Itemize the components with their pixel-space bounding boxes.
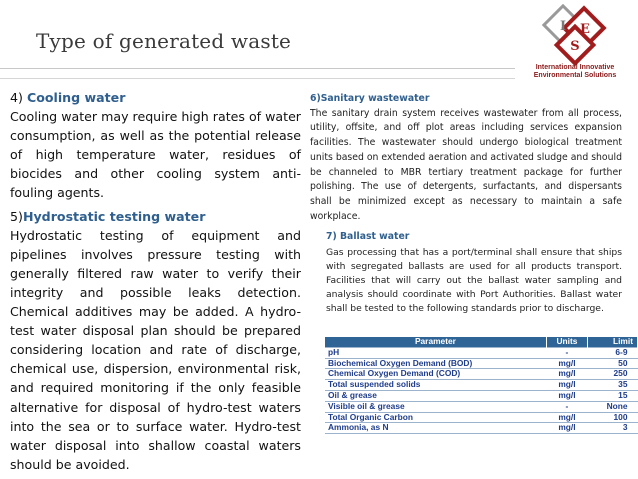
parameter-cell: Ammonia, as N [325, 423, 546, 434]
limit-cell: 15 [588, 390, 638, 401]
limit-cell: 35 [588, 380, 638, 391]
header-parameter: Parameter [325, 337, 546, 347]
table-row [325, 412, 638, 423]
slide-title: Type of generated waste [36, 29, 292, 53]
logo-caption [513, 64, 637, 80]
limit-cell: None [588, 401, 638, 412]
units-cell: mg/l [546, 369, 587, 380]
table-row [325, 401, 638, 412]
sanitary-section [310, 92, 622, 224]
units-cell: mg/l [546, 390, 587, 401]
hydrostatic-water-number: 5) [10, 208, 23, 224]
left-column [10, 88, 301, 474]
cooling-water-heading [10, 88, 301, 107]
sanitary-wastewater-heading: 6)Sanitary wastewater [310, 93, 430, 104]
logo-caption-line2: Environmental Solutions [533, 72, 617, 79]
units-cell: mg/l [546, 380, 587, 391]
units-cell: mg/l [546, 412, 587, 423]
logo-letter-s: S [570, 39, 580, 54]
parameter-cell: Oil & grease [325, 390, 546, 401]
ballast-water-text: Gas processing that has a port/terminal shall ensure that ships with segregated ballasts are used for all products transport. Facilities that will carry out the ballast water sampling and analysis should coordinate with Port Authorities. Ballast water shall be tested to the following standards prior to discharge. [326, 247, 622, 315]
limit-cell: 6-9 [588, 347, 638, 358]
limit-cell: 250 [588, 369, 638, 380]
table-row [325, 347, 638, 358]
limit-cell: 100 [588, 412, 638, 423]
table-row [325, 380, 638, 391]
title-divider [0, 68, 515, 69]
hydrostatic-water-text: Hydrostatic testing of equipment and pipelines involves pressure testing with generally filtered raw water to verify their integrity and possible leaks detection. Chemical additives may be added. A hydro-test water disposal plan should be prepared considering location and rate of discharge, chemical use, dispersion, environmental risk, and required monitoring if the only feasible alternative for disposal of hydro-test waters into the sea or to surface water. Hydro-test water disposal into shallow coastal waters should be avoided. [10, 227, 301, 472]
table-row [325, 390, 638, 401]
table-row [325, 369, 638, 380]
cooling-water-text: Cooling water may require high rates of water consumption, as well as the potential release of high temperature water, residues of biocides and other cooling system anti-fouling agents. [10, 109, 301, 201]
units-cell: - [546, 401, 587, 412]
parameter-cell: Chemical Oxygen Demand (COD) [325, 369, 546, 380]
table-row [325, 358, 638, 369]
units-cell: mg/l [546, 358, 587, 369]
units-cell: mg/l [546, 423, 587, 434]
sanitary-wastewater-text: The sanitary drain system receives wastewater from all process, utility, offsite, and off plot areas including services expansion facilities. The wastewater should undergo biological treatment units based on extended aeration and activated sludge and should be channeled to MBR tertiary treatment package for further polishing. The use of detergents, surfactants, and dispersants shall be minimized except as necessary to maintain a safe workplace. [310, 107, 622, 222]
cooling-water-title: Cooling water [26, 90, 126, 105]
ballast-standards-table [325, 337, 638, 434]
limit-cell: 3 [588, 423, 638, 434]
logo-letter-e: E [580, 22, 590, 37]
parameter-cell: Biochemical Oxygen Demand (BOD) [325, 358, 546, 369]
parameter-cell: Visible oil & grease [325, 401, 546, 412]
table-header-row [325, 337, 638, 347]
parameter-cell: Total suspended solids [325, 380, 546, 391]
hydrostatic-water-title: Hydrostatic testing water [22, 208, 206, 224]
table-row [325, 423, 638, 434]
logo-letter-i: I [559, 19, 567, 34]
parameter-cell: Total Organic Carbon [325, 412, 546, 423]
ballast-water-heading: 7) Ballast water [326, 231, 410, 242]
header-limit: Limit [588, 337, 638, 347]
limit-cell: 50 [588, 358, 638, 369]
logo-caption-line1: International Innovative [535, 64, 615, 71]
hydrostatic-water-heading [10, 207, 301, 226]
cooling-water-number: 4) [10, 90, 23, 105]
title-divider-secondary [0, 78, 515, 79]
ballast-section [318, 230, 638, 317]
units-cell: - [546, 347, 587, 358]
parameter-cell: pH [325, 347, 546, 358]
header-units: Units [546, 337, 587, 347]
